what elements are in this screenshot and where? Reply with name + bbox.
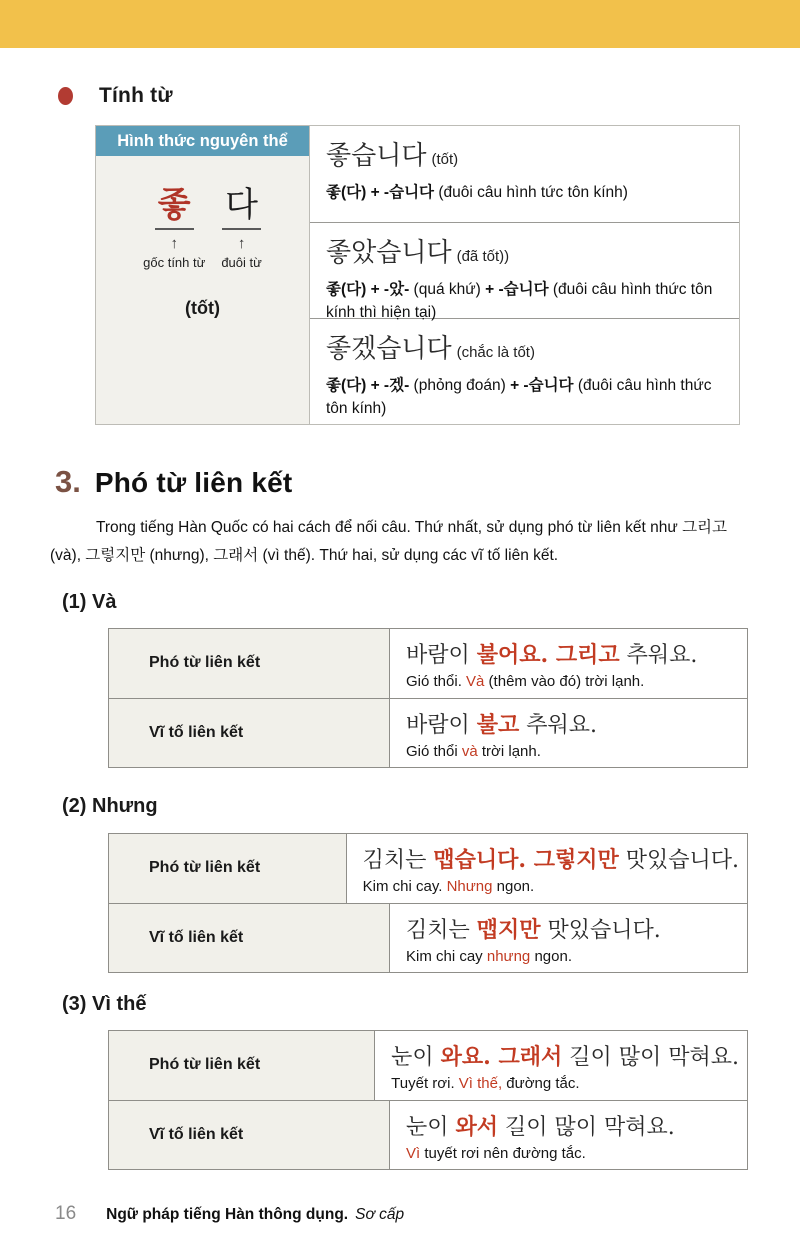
table-row: [109, 834, 747, 903]
conjugation-row: [310, 223, 739, 322]
conjugation-korean-line: 좋겠습니다 (chắc là tốt): [326, 334, 535, 364]
page-footer: [55, 1203, 404, 1225]
section-heading: [55, 464, 292, 500]
ending-label: đuôi từ: [221, 254, 262, 270]
conjugation-table-left-column: [96, 126, 310, 424]
adjective-heading-label: Tính từ: [99, 84, 173, 107]
stem-column: [143, 188, 205, 270]
row-content: [390, 629, 747, 698]
book-subtitle: Sơ cấp: [355, 1206, 405, 1223]
morphology-diagram: [143, 188, 262, 270]
row-content: [390, 699, 747, 768]
bullet-icon: [58, 87, 73, 105]
section-number: 3.: [55, 464, 81, 499]
vietnamese-translation: Gió thổi. Và (thêm vào đó) trời lạnh.: [406, 673, 645, 690]
page-number: 16: [55, 1203, 77, 1224]
conjugation-korean-line: 좋습니다 (tốt): [326, 141, 459, 171]
row-label: Vĩ tố liên kết: [109, 904, 390, 973]
table-row: [109, 698, 747, 768]
conjugation-row: [310, 319, 739, 424]
up-arrow-icon: ↑: [170, 234, 178, 252]
vietnamese-translation: Vì tuyết rơi nên đường tắc.: [406, 1144, 586, 1162]
row-content: [390, 904, 747, 973]
vietnamese-translation: Kim chi cay. Nhưng ngon.: [362, 878, 535, 895]
korean-sentence: 바람이 불어요. 그리고 추워요.: [406, 642, 698, 668]
conjugation-table: [95, 125, 740, 425]
gloss-label: (tốt): [185, 297, 220, 318]
row-label: Phó từ liên kết: [109, 834, 347, 903]
korean-sentence: 눈이 와서 길이 많이 막혀요.: [406, 1113, 675, 1140]
subsection-table-2: [108, 833, 748, 973]
korean-sentence: 김치는 맵습니다. 그렇지만 맛있습니다.: [362, 847, 739, 873]
subsection-table-3: [108, 1030, 748, 1170]
table-row: [109, 1031, 747, 1100]
korean-sentence: 김치는 맵지만 맛있습니다.: [406, 916, 661, 943]
stem-label: gốc tính từ: [143, 254, 206, 270]
subsection-table-1: [108, 628, 748, 768]
vietnamese-translation: Gió thổi và trời lạnh.: [406, 742, 541, 760]
section-title: Phó từ liên kết: [94, 467, 293, 498]
vietnamese-translation: Tuyết rơi. Vì thế, đường tắc.: [391, 1075, 580, 1092]
subsection-heading-3: (3) Vì thế: [62, 993, 147, 1015]
row-label: Vĩ tố liên kết: [109, 1101, 390, 1170]
stem-character: 좋: [155, 188, 194, 230]
table-row: [109, 903, 747, 973]
subsection-heading-2: (2) Nhưng: [62, 795, 158, 817]
table-row: [109, 629, 747, 698]
conjugation-korean-line: 좋았습니다 (đã tốt)): [326, 238, 510, 268]
conjugation-formula: 좋(다) + -았- (quá khứ) + -습니다 (đuôi câu hình thức tôn kính thì hiện tại): [326, 281, 713, 322]
adjective-heading: [58, 84, 173, 108]
row-content: [347, 834, 747, 903]
page-top-band: [0, 0, 800, 48]
ending-column: [221, 188, 262, 270]
korean-sentence: 눈이 와요. 그래서 길이 많이 막혀요.: [391, 1044, 739, 1070]
vietnamese-translation: Kim chi cay nhưng ngon.: [406, 947, 572, 965]
conjugation-row: [310, 126, 739, 223]
book-title: Ngữ pháp tiếng Hàn thông dụng.: [106, 1206, 349, 1223]
row-label: Phó từ liên kết: [109, 629, 390, 698]
section-intro-paragraph: Trong tiếng Hàn Quốc có hai cách để nối câu. Thứ nhất, sử dụng phó từ liên kết như 그리고 (và), 그렇지만 (nhưng), 그래서 (vì thế). Thứ hai, sử dụng các vĩ tố liên kết.: [50, 519, 727, 564]
table-row: [109, 1100, 747, 1170]
subsection-heading-1: (1) Và: [62, 591, 117, 613]
conjugation-formula: 좋(다) + -겠- (phỏng đoán) + -습니다 (đuôi câu hình thức tôn kính): [326, 377, 712, 418]
row-content: [375, 1031, 747, 1100]
row-content: [390, 1101, 747, 1170]
ending-character: 다: [222, 188, 261, 230]
conjugation-table-header: Hình thức nguyên thể: [96, 126, 309, 156]
conjugation-formula: 좋(다) + -습니다 (đuôi câu hình tức tôn kính): [326, 184, 628, 201]
conjugation-table-right-column: [310, 126, 739, 424]
row-label: Vĩ tố liên kết: [109, 699, 390, 768]
up-arrow-icon: ↑: [237, 234, 246, 252]
korean-sentence: 바람이 불고 추워요.: [406, 711, 598, 738]
row-label: Phó từ liên kết: [109, 1031, 375, 1100]
